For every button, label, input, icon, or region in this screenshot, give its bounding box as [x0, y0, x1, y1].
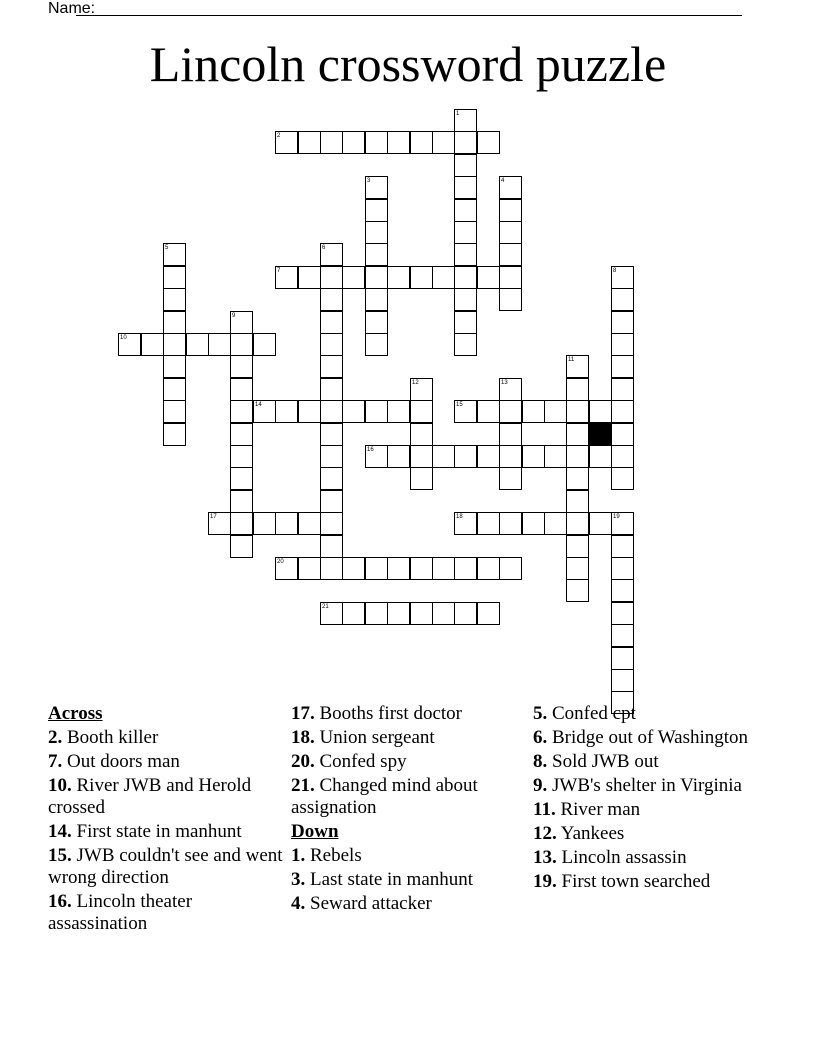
answer-cell[interactable] — [230, 535, 253, 558]
answer-cell[interactable] — [365, 243, 388, 266]
clue-number: 6 — [322, 245, 326, 251]
answer-cell[interactable] — [410, 467, 433, 490]
answer-cell[interactable] — [253, 512, 276, 535]
answer-cell[interactable] — [320, 355, 343, 378]
answer-cell[interactable] — [230, 378, 253, 401]
answer-cell[interactable] — [163, 378, 186, 401]
clue-number: 8 — [613, 268, 617, 274]
answer-cell[interactable] — [342, 602, 365, 625]
clue-down-9: 9. JWB's shelter in Virginia — [533, 775, 742, 796]
answer-cell[interactable] — [477, 557, 500, 580]
answer-cell[interactable] — [499, 467, 522, 490]
answer-cell[interactable] — [387, 445, 410, 468]
across-heading: Across — [48, 703, 103, 724]
answer-cell[interactable] — [387, 131, 410, 154]
answer-cell[interactable] — [477, 131, 500, 154]
answer-cell[interactable] — [544, 400, 567, 423]
clue-number: 14 — [255, 402, 262, 408]
clue-across-15: 15. JWB couldn't see and went wrong direction — [48, 845, 283, 888]
clue-number: 10 — [120, 335, 127, 341]
answer-cell[interactable] — [342, 131, 365, 154]
answer-cell[interactable] — [611, 400, 634, 423]
answer-cell[interactable] — [454, 199, 477, 222]
answer-cell[interactable] — [320, 266, 343, 289]
answer-cell[interactable] — [230, 467, 253, 490]
answer-cell[interactable] — [253, 333, 276, 356]
answer-cell[interactable] — [611, 647, 634, 670]
answer-cell[interactable] — [320, 535, 343, 558]
answer-cell[interactable] — [611, 333, 634, 356]
answer-cell[interactable] — [454, 557, 477, 580]
answer-cell[interactable] — [499, 512, 522, 535]
answer-cell[interactable] — [298, 266, 321, 289]
clue-down-13: 13. Lincoln assassin — [533, 847, 687, 868]
answer-cell[interactable] — [499, 400, 522, 423]
answer-cell[interactable] — [432, 445, 455, 468]
answer-cell[interactable] — [342, 557, 365, 580]
answer-cell[interactable] — [320, 490, 343, 513]
answer-cell[interactable] — [387, 602, 410, 625]
answer-cell[interactable] — [432, 131, 455, 154]
answer-cell[interactable] — [454, 266, 477, 289]
clue-number: 11 — [568, 357, 575, 363]
clue-down-4: 4. Seward attacker — [291, 893, 432, 914]
answer-cell[interactable] — [454, 131, 477, 154]
answer-cell[interactable] — [589, 400, 612, 423]
answer-cell[interactable] — [230, 400, 253, 423]
clue-number: 17 — [210, 514, 217, 520]
answer-cell[interactable] — [432, 602, 455, 625]
answer-cell[interactable] — [141, 333, 164, 356]
clue-down-8: 8. Sold JWB out — [533, 751, 659, 772]
page-title: Lincoln crossword puzzle — [149, 36, 667, 92]
answer-cell[interactable] — [320, 423, 343, 446]
clue-number: 9 — [232, 313, 236, 319]
answer-cell[interactable] — [566, 400, 589, 423]
clue-number: 5 — [165, 245, 169, 251]
answer-cell[interactable] — [499, 199, 522, 222]
clue-number: 19 — [613, 514, 620, 520]
answer-cell[interactable] — [365, 288, 388, 311]
answer-cell[interactable] — [611, 467, 634, 490]
answer-cell[interactable] — [410, 423, 433, 446]
clues-column-3 — [533, 703, 763, 895]
answer-cell[interactable] — [499, 423, 522, 446]
answer-cell[interactable] — [454, 333, 477, 356]
clue-down-1: 1. Rebels — [291, 845, 362, 866]
answer-cell[interactable] — [186, 333, 209, 356]
answer-cell[interactable] — [298, 400, 321, 423]
clue-down-12: 12. Yankees — [533, 823, 625, 844]
answer-cell[interactable] — [365, 221, 388, 244]
answer-cell[interactable] — [163, 355, 186, 378]
answer-cell[interactable] — [544, 445, 567, 468]
clue-number: 21 — [322, 604, 329, 610]
clue-number: 16 — [367, 447, 374, 453]
answer-cell[interactable] — [454, 176, 477, 199]
answer-cell[interactable] — [275, 512, 298, 535]
black-square — [589, 423, 612, 446]
answer-cell[interactable] — [342, 400, 365, 423]
answer-cell[interactable] — [432, 266, 455, 289]
answer-cell[interactable] — [320, 445, 343, 468]
answer-cell[interactable] — [454, 602, 477, 625]
answer-cell[interactable] — [410, 131, 433, 154]
clue-down-11: 11. River man — [533, 799, 641, 820]
answer-cell[interactable] — [342, 266, 365, 289]
clue-down-5: 5. Confed cpt — [533, 703, 636, 724]
answer-cell[interactable] — [477, 445, 500, 468]
answer-cell[interactable] — [275, 400, 298, 423]
clue-across-2: 2. Booth killer — [48, 727, 159, 748]
answer-cell[interactable] — [230, 423, 253, 446]
clue-number: 7 — [277, 268, 281, 274]
clue-number: 12 — [412, 380, 419, 386]
answer-cell[interactable] — [365, 311, 388, 334]
clue-number: 18 — [456, 514, 463, 520]
answer-cell[interactable] — [163, 333, 186, 356]
answer-cell[interactable] — [499, 221, 522, 244]
answer-cell[interactable] — [522, 512, 545, 535]
answer-cell[interactable] — [163, 423, 186, 446]
answer-cell[interactable] — [454, 154, 477, 177]
down-heading: Down — [291, 821, 339, 842]
answer-cell[interactable] — [454, 221, 477, 244]
answer-cell[interactable] — [611, 535, 634, 558]
answer-cell[interactable] — [365, 602, 388, 625]
answer-cell[interactable] — [410, 445, 433, 468]
answer-cell[interactable] — [230, 333, 253, 356]
answer-cell[interactable] — [365, 266, 388, 289]
answer-cell[interactable] — [566, 512, 589, 535]
answer-cell[interactable] — [365, 131, 388, 154]
answer-cell[interactable] — [611, 378, 634, 401]
answer-cell[interactable] — [454, 243, 477, 266]
answer-cell[interactable] — [544, 512, 567, 535]
clue-across-20: 20. Confed spy — [291, 751, 407, 772]
answer-cell[interactable] — [566, 579, 589, 602]
answer-cell[interactable] — [499, 557, 522, 580]
answer-cell[interactable] — [454, 311, 477, 334]
answer-cell[interactable] — [566, 467, 589, 490]
answer-cell[interactable] — [611, 355, 634, 378]
answer-cell[interactable] — [611, 423, 634, 446]
answer-cell[interactable] — [477, 512, 500, 535]
answer-cell[interactable] — [477, 602, 500, 625]
answer-cell[interactable] — [320, 311, 343, 334]
clue-across-16: 16. Lincoln theater assassination — [48, 891, 193, 934]
clue-number: 13 — [501, 380, 508, 386]
answer-cell[interactable] — [387, 557, 410, 580]
answer-cell[interactable] — [387, 400, 410, 423]
clue-down-3: 3. Last state in manhunt — [291, 869, 474, 890]
answer-cell[interactable] — [230, 490, 253, 513]
answer-cell[interactable] — [477, 266, 500, 289]
answer-cell[interactable] — [387, 266, 410, 289]
answer-cell[interactable] — [320, 467, 343, 490]
clue-across-18: 18. Union sergeant — [291, 727, 435, 748]
answer-cell[interactable] — [410, 266, 433, 289]
answer-cell[interactable] — [365, 400, 388, 423]
answer-cell[interactable] — [611, 579, 634, 602]
answer-cell[interactable] — [522, 445, 545, 468]
answer-cell[interactable] — [566, 535, 589, 558]
answer-cell[interactable] — [163, 400, 186, 423]
answer-cell[interactable] — [432, 557, 455, 580]
answer-cell[interactable] — [365, 199, 388, 222]
answer-cell[interactable] — [320, 400, 343, 423]
answer-cell[interactable] — [566, 423, 589, 446]
answer-cell[interactable] — [365, 557, 388, 580]
answer-cell[interactable] — [320, 557, 343, 580]
clue-number: 1 — [456, 111, 460, 117]
answer-cell[interactable] — [454, 288, 477, 311]
answer-cell[interactable] — [611, 557, 634, 580]
answer-cell[interactable] — [566, 557, 589, 580]
answer-cell[interactable] — [163, 288, 186, 311]
answer-cell[interactable] — [230, 355, 253, 378]
answer-cell[interactable] — [611, 288, 634, 311]
answer-cell[interactable] — [522, 400, 545, 423]
answer-cell[interactable] — [499, 288, 522, 311]
answer-cell[interactable] — [230, 512, 253, 535]
answer-cell[interactable] — [611, 311, 634, 334]
answer-cell[interactable] — [298, 557, 321, 580]
clue-across-7: 7. Out doors man — [48, 751, 180, 772]
clue-down-6: 6. Bridge out of Washington — [533, 727, 749, 748]
answer-cell[interactable] — [320, 333, 343, 356]
answer-cell[interactable] — [320, 288, 343, 311]
answer-cell[interactable] — [230, 445, 253, 468]
answer-cell[interactable] — [410, 400, 433, 423]
answer-cell[interactable] — [208, 333, 231, 356]
clue-number: 3 — [367, 178, 371, 184]
answer-cell[interactable] — [499, 266, 522, 289]
clues-column-2 — [291, 703, 523, 917]
answer-cell[interactable] — [499, 243, 522, 266]
answer-cell[interactable] — [499, 445, 522, 468]
name-label: Name: — [48, 0, 96, 17]
answer-cell[interactable] — [566, 378, 589, 401]
answer-cell[interactable] — [611, 624, 634, 647]
clue-number: 20 — [277, 559, 284, 565]
answer-cell[interactable] — [611, 602, 634, 625]
clues-column-1 — [48, 703, 283, 937]
answer-cell[interactable] — [477, 400, 500, 423]
answer-cell[interactable] — [298, 131, 321, 154]
answer-cell[interactable] — [365, 333, 388, 356]
clue-across-17: 17. Booths first doctor — [291, 703, 462, 724]
clue-down-19: 19. First town searched — [533, 871, 711, 892]
answer-cell[interactable] — [320, 378, 343, 401]
clue-across-10: 10. River JWB and Herold crossed — [48, 775, 252, 818]
clue-number: 4 — [501, 178, 505, 184]
answer-cell[interactable] — [589, 445, 612, 468]
answer-cell[interactable] — [163, 266, 186, 289]
answer-cell[interactable] — [611, 445, 634, 468]
answer-cell[interactable] — [566, 445, 589, 468]
answer-cell[interactable] — [320, 512, 343, 535]
answer-cell[interactable] — [410, 557, 433, 580]
clue-number: 15 — [456, 402, 463, 408]
answer-cell[interactable] — [298, 512, 321, 535]
answer-cell[interactable] — [566, 490, 589, 513]
answer-cell[interactable] — [454, 445, 477, 468]
clue-number: 2 — [277, 133, 281, 139]
clue-across-21: 21. Changed mind about assignation — [291, 775, 478, 818]
clue-across-14: 14. First state in manhunt — [48, 821, 242, 842]
answer-cell[interactable] — [611, 669, 634, 692]
answer-cell[interactable] — [589, 512, 612, 535]
answer-cell[interactable] — [163, 311, 186, 334]
answer-cell[interactable] — [320, 131, 343, 154]
answer-cell[interactable] — [410, 602, 433, 625]
